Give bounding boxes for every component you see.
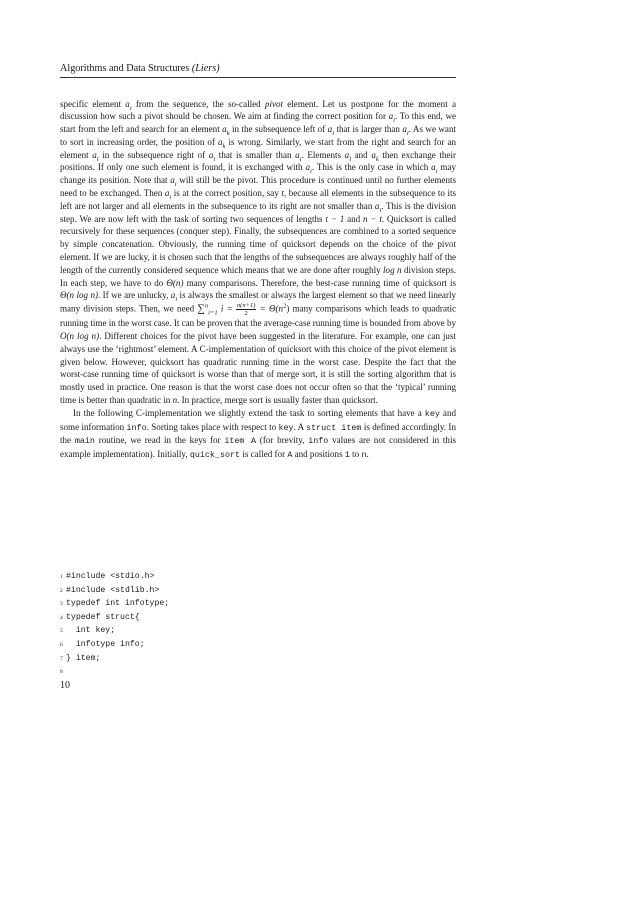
- code-line: [60, 638, 456, 652]
- page-number: 10: [60, 680, 70, 691]
- paragraph-1: specific element $a_i$ from the sequence, the so-called pivot element. Let us postpone for the moment a discussion how such a pivot should be chosen. We aim at finding the correct position for $a_i$. To this end, we start from the left and search for an element $a_k$ in the subsequence left of $a_i$ that is larger than $a_i$. As we want to sort in increasing order, the position of $a_k$ is wrong. Similarly, we start from the right and search for an element $a_l$ in the subsequence right of $a_i$ that is smaller than $a_i$. Elements $a_l$ and $a_k$ then exchange their positions. If only one such element is found, it is exchanged with $a_i$. This is the only case in which $a_i$ may change its position. Note that $a_i$ will still be the pivot. This procedure is continued until no further elements need to be exchanged. Then $a_i$ is at the correct position, say t, because all elements in the subsequence to its left are not larger and all elements in the subsequence to its right are not smaller than $a_i$. This is the division step. We are now left with the task of sorting two sequences of lengths t − 1 and n − t. Quicksort is called recursively for these sequences (conquer step). Finally, the subsequences are combined to a sorted sequence by simple concatenation. Obviously, the running time of quicksort depends on the choice of the pivot element. If we are lucky, it is chosen such that the lengths of the subsequences are always roughly half of the length of the currently considered sequence which means that we are done after roughly log n division steps. In each step, we have to do Θ(n) many comparisons. Therefore, the best-case running time of quicksort is Θ(n log n). If we are unlucky, $a_i$ is always the smallest or always the largest element so that we need linearly many division steps. Then, we need ∑$^n_{i=1}$ i = $\frac{n(n+1)}{2}$ = $\Theta(n^2)$ many comparisons which leads to quadratic running time in the worst case. It can be proven that the average-case running time is bounded from above by O(n log n). Different choices for the pivot have been suggested in the literature. For example, one can just always use the ‘rightmost’ element. A C-implementation of quicksort with this choice of the pivot element is given below. However, quicksort has quadratic running time in the worst case. Despite the fact that the worst-case running time of quicksort is worse than that of merge sort, it is still the sorting algorithm that is mostly used in practice. One reason is that the worst case does not occur often so that the ‘typical’ running time is better than quadratic in n. In practice, merge sort is usually faster than quicksort.: [60, 98, 457, 406]
- code-line: [60, 584, 456, 598]
- code-text: infotype info;: [66, 639, 145, 649]
- code-line: [60, 570, 456, 584]
- paragraph-2: In the following C-implementation we slightly extend the task to sorting elements that have a key and some information info. Sorting takes place with respect to key. A struct item is defined accordingly. In the main routine, we read in the keys for item A (for brevity, info values are not considered in this example implementation). Initially, quick_sort is called for A and positions 1 to n.: [60, 407, 456, 461]
- code-text: #include <stdio.h>: [66, 572, 155, 581]
- code-listing: [60, 570, 456, 679]
- code-text: #include <stdlib.h>: [66, 585, 160, 595]
- code-line: [60, 665, 456, 679]
- code-line: [60, 611, 456, 625]
- header-title: Algorithms and Data Structures: [60, 63, 190, 74]
- line-number: 7: [60, 655, 63, 662]
- code-text: typedef struct{: [66, 612, 140, 622]
- running-header: [60, 62, 456, 75]
- line-number: 4: [60, 614, 63, 621]
- header-author: (Liers): [191, 63, 220, 74]
- code-text: int key;: [66, 626, 116, 636]
- line-number: 2: [60, 587, 63, 594]
- body-text: [60, 98, 456, 463]
- code-line: [60, 597, 456, 611]
- code-text: typedef int infotype;: [66, 599, 170, 609]
- line-number: 3: [60, 601, 63, 608]
- line-number: 6: [60, 641, 63, 648]
- line-number: 8: [60, 669, 63, 676]
- code-line: [60, 624, 456, 638]
- fraction: $\frac{n(n+1)}{2}$: [236, 302, 256, 318]
- line-number: 1: [60, 574, 63, 580]
- code-text: } item;: [66, 653, 101, 663]
- line-number: 5: [60, 628, 63, 635]
- header-rule: [60, 77, 456, 78]
- code-line: [60, 652, 456, 666]
